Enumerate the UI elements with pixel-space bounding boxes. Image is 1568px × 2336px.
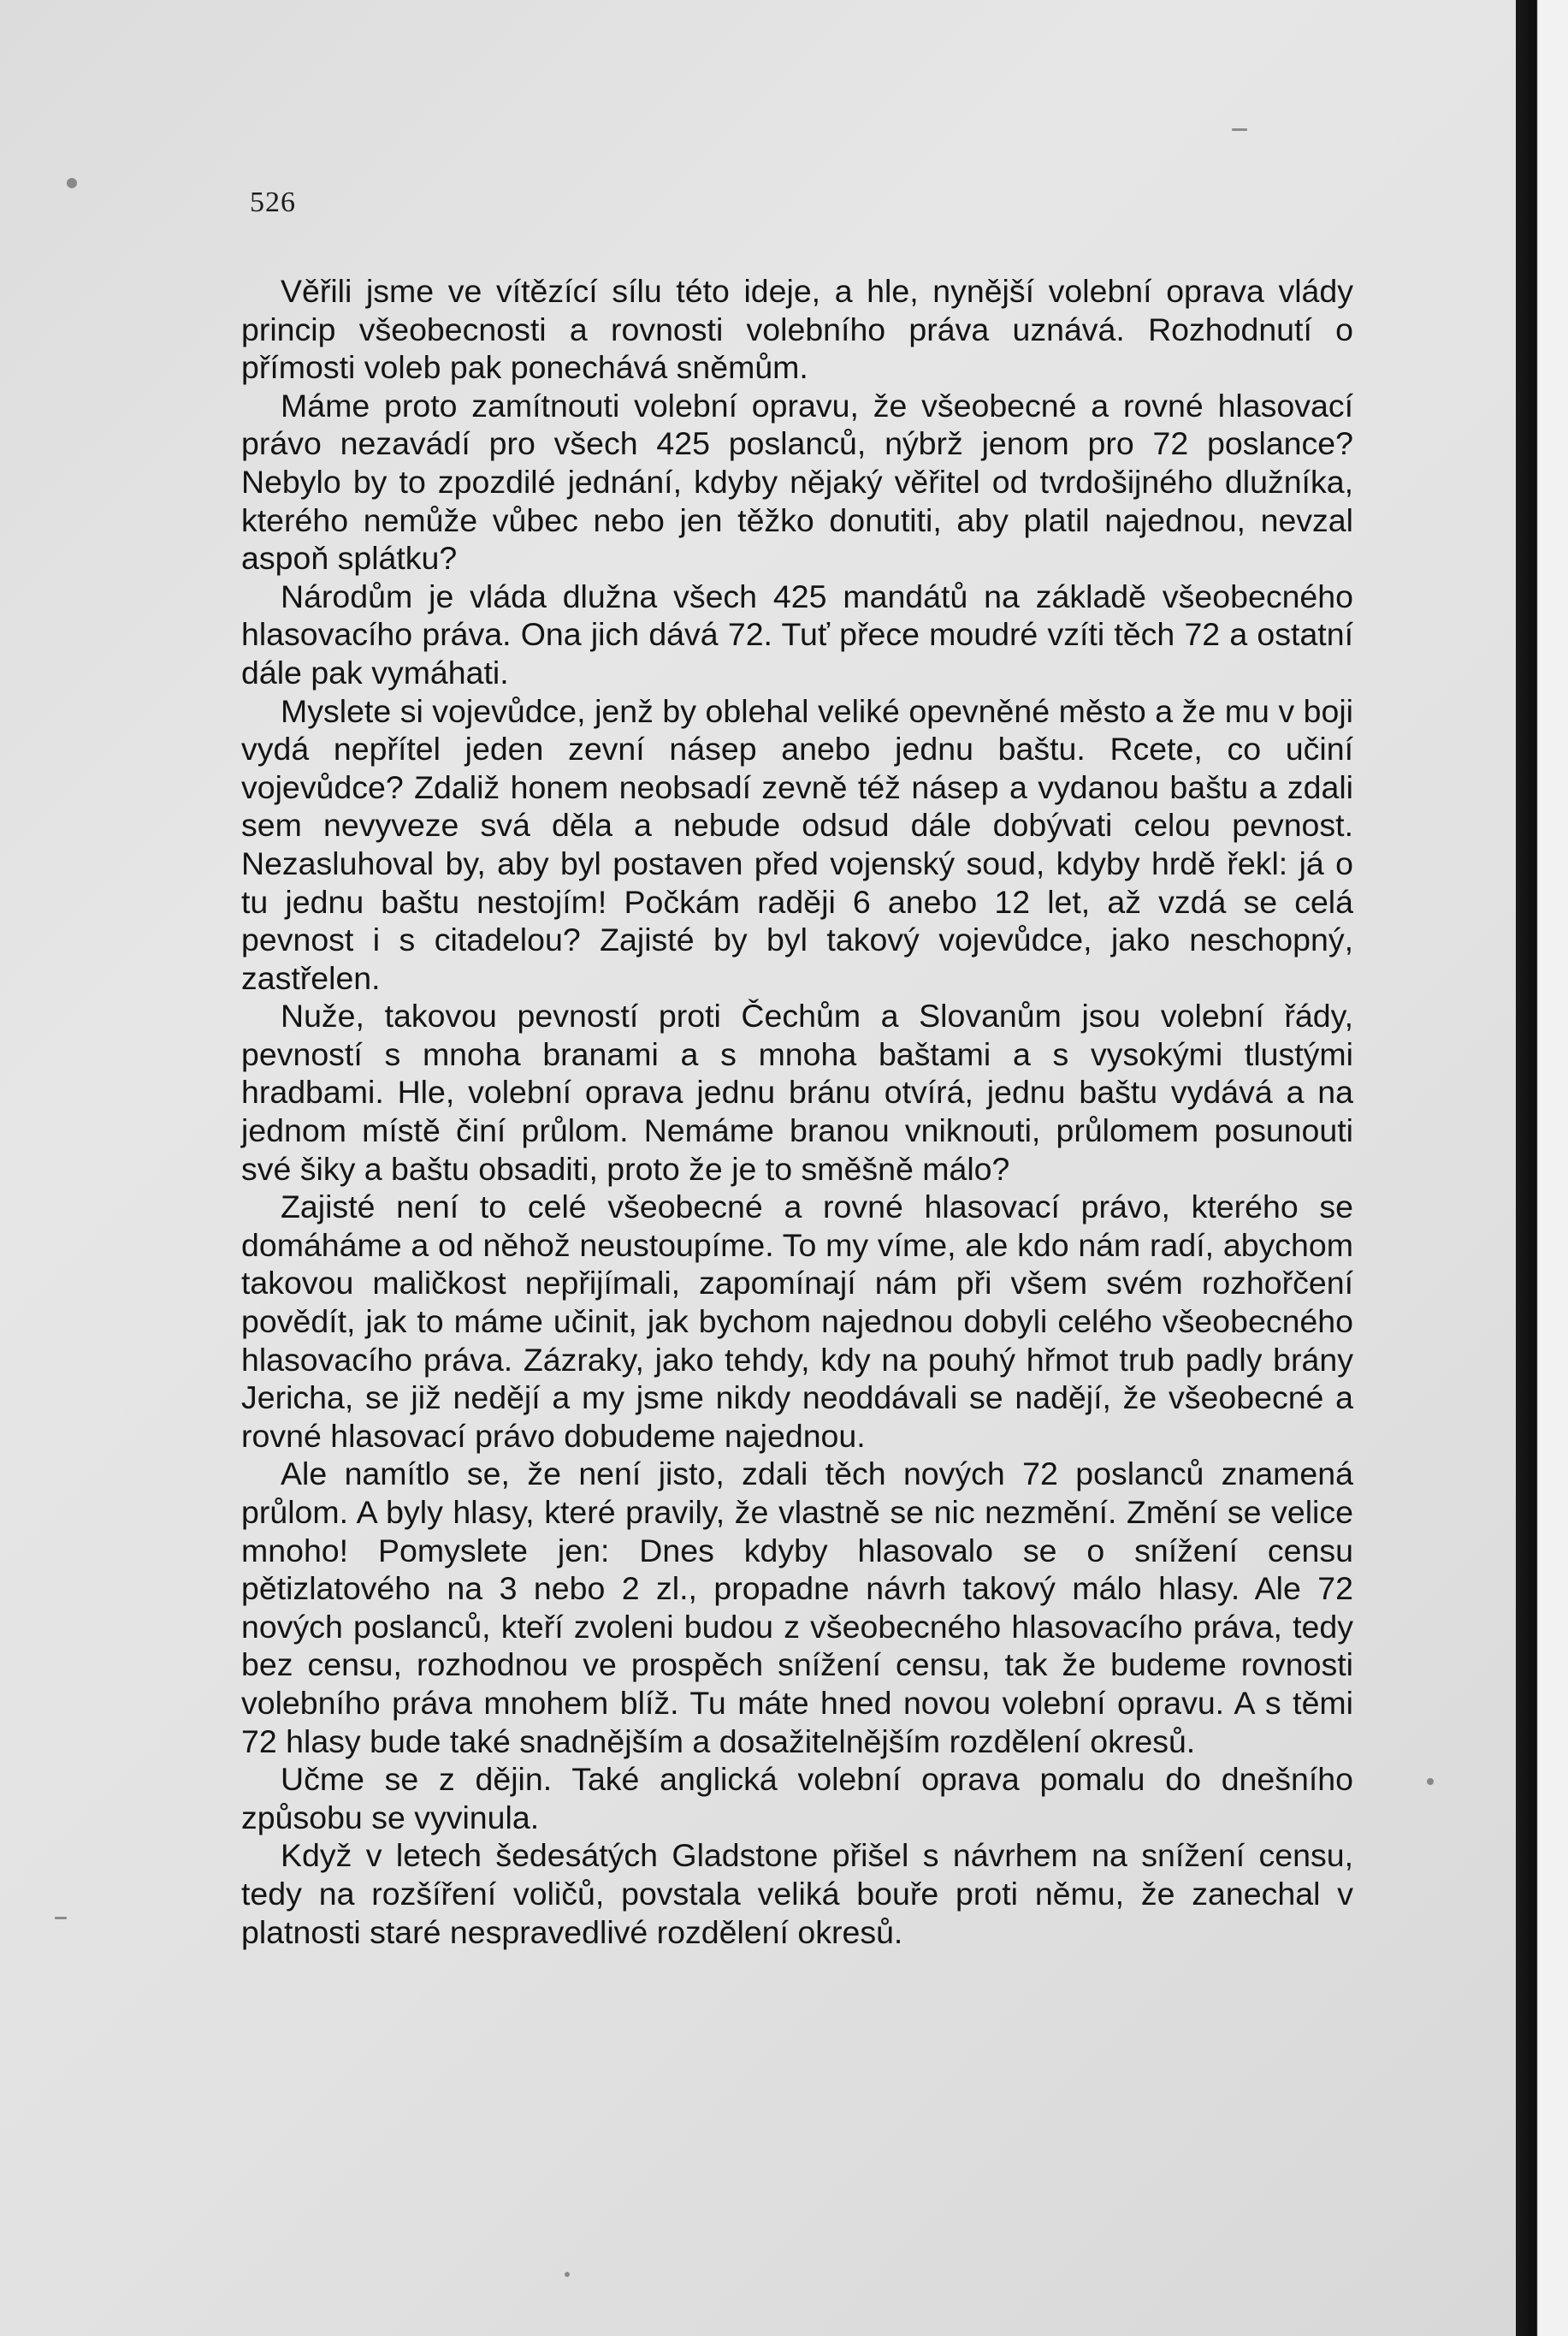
page-edge (1516, 0, 1568, 2336)
paragraph: Když v letech šedesátých Gladstone přišel s návrhem na snížení censu, tedy na rozšíření voličů, povstala veliká bouře proti němu, že zanechal v platnosti staré nespravedlivé rozdělení okresů. (241, 1837, 1353, 1950)
scan-speck (565, 2272, 570, 2277)
paragraph: Věřili jsme ve vítězící sílu této ideje, a hle, nynější volební oprava vlády princip všeobecnosti a rovnosti volebního práva uznává. Rozhodnutí o přímosti voleb pak ponechává sněmům. (241, 273, 1353, 386)
paragraph: Nuže, takovou pevností proti Čechům a Slovanům jsou volební řády, pevností s mnoha branami a s mnoha baštami a s vysokými tlustými hradbami. Hle, volební oprava jednu bránu otvírá, jednu baštu vydává a na jednom místě činí průlom. Nemáme branou vniknouti, průlomem posunouti své šiky a baštu obsaditi, proto že je to směšně málo? (241, 998, 1353, 1187)
paragraph: Ale namítlo se, že není jisto, zdali těch nových 72 poslanců znamená průlom. A byly hlasy, které pravily, že vlastně se nic nezmění. Změní se velice mnoho! Pomyslete jen: Dnes kdyby hlasovalo se o snížení censu pětizlatového na 3 nebo 2 zl., propadne návrh takový málo hlasy. Ale 72 nových poslanců, kteří zvoleni budou z všeobecného hlasovacího práva, tedy bez censu, rozhodnou ve prospěch snížení censu, tak že budeme rovnosti volebního práva mnohem blíž. Tu máte hned novou volební opravu. A s těmi 72 hlasy bude také snadnějším a dosažitelnějším rozdělení okresů. (241, 1456, 1353, 1759)
paragraph: Učme se z dějin. Také anglická volební oprava pomalu do dnešního způsobu se vyvinula. (241, 1761, 1353, 1835)
scan-speck (1427, 1778, 1434, 1785)
body-text (241, 272, 1353, 1951)
scan-speck (55, 1917, 67, 1919)
paragraph: Myslete si vojevůdce, jenž by oblehal veliké opevněné město a že mu v boji vydá nepřítel jeden zevní násep anebo jednu baštu. Rcete, co učiní vojevůdce? Zdaliž honem neobsadí zevně též násep a vydanou baštu a zdali sem nevyveze svá děla a nebude odsud dále dobývati celou pevnost. Nezasluhoval by, aby byl postaven před vojenský soud, kdyby hrdě řekl: já o tu jednu baštu nestojím! Počkám raději 6 anebo 12 let, až vzdá se celá pevnost i s citadelou? Zajisté by byl takový vojevůdce, jako neschopný, zastřelen. (241, 692, 1353, 996)
paragraph: Zajisté není to celé všeobecné a rovné hlasovací právo, kterého se domáháme a od něhož neustoupíme. To my víme, ale kdo nám radí, abychom takovou maličkost nepřijímali, zapomínají nám při všem svém rozhořčení povědít, jak to máme učinit, jak bychom najednou dobyli celého všeobecného hlasovacího práva. Zázraky, jako tehdy, kdy na pouhý hřmot trub padly brány Jericha, se již nedějí a my jsme nikdy neoddávali se nadějí, že všeobecné a rovné hlasovací právo dobudeme najednou. (241, 1189, 1353, 1454)
page-number: 526 (250, 187, 296, 218)
scan-speck (67, 178, 77, 188)
scan-speck (1232, 128, 1247, 131)
paragraph: Máme proto zamítnouti volební opravu, že všeobecné a rovné hlasovací právo nezavádí pro všech 425 poslanců, nýbrž jenom pro 72 poslance? Nebylo by to zpozdilé jednání, kdyby nějaký věřitel od tvrdošijného dlužníka, kterého nemůže vůbec nebo jen těžko donutiti, aby platil najednou, nevzal aspoň splátku? (241, 387, 1353, 577)
paragraph: Národům je vláda dlužna všech 425 mandátů na základě všeobecného hlasovacího práva. Ona jich dává 72. Tuť přece moudré vzíti těch 72 a ostatní dále pak vymáhati. (241, 578, 1353, 691)
